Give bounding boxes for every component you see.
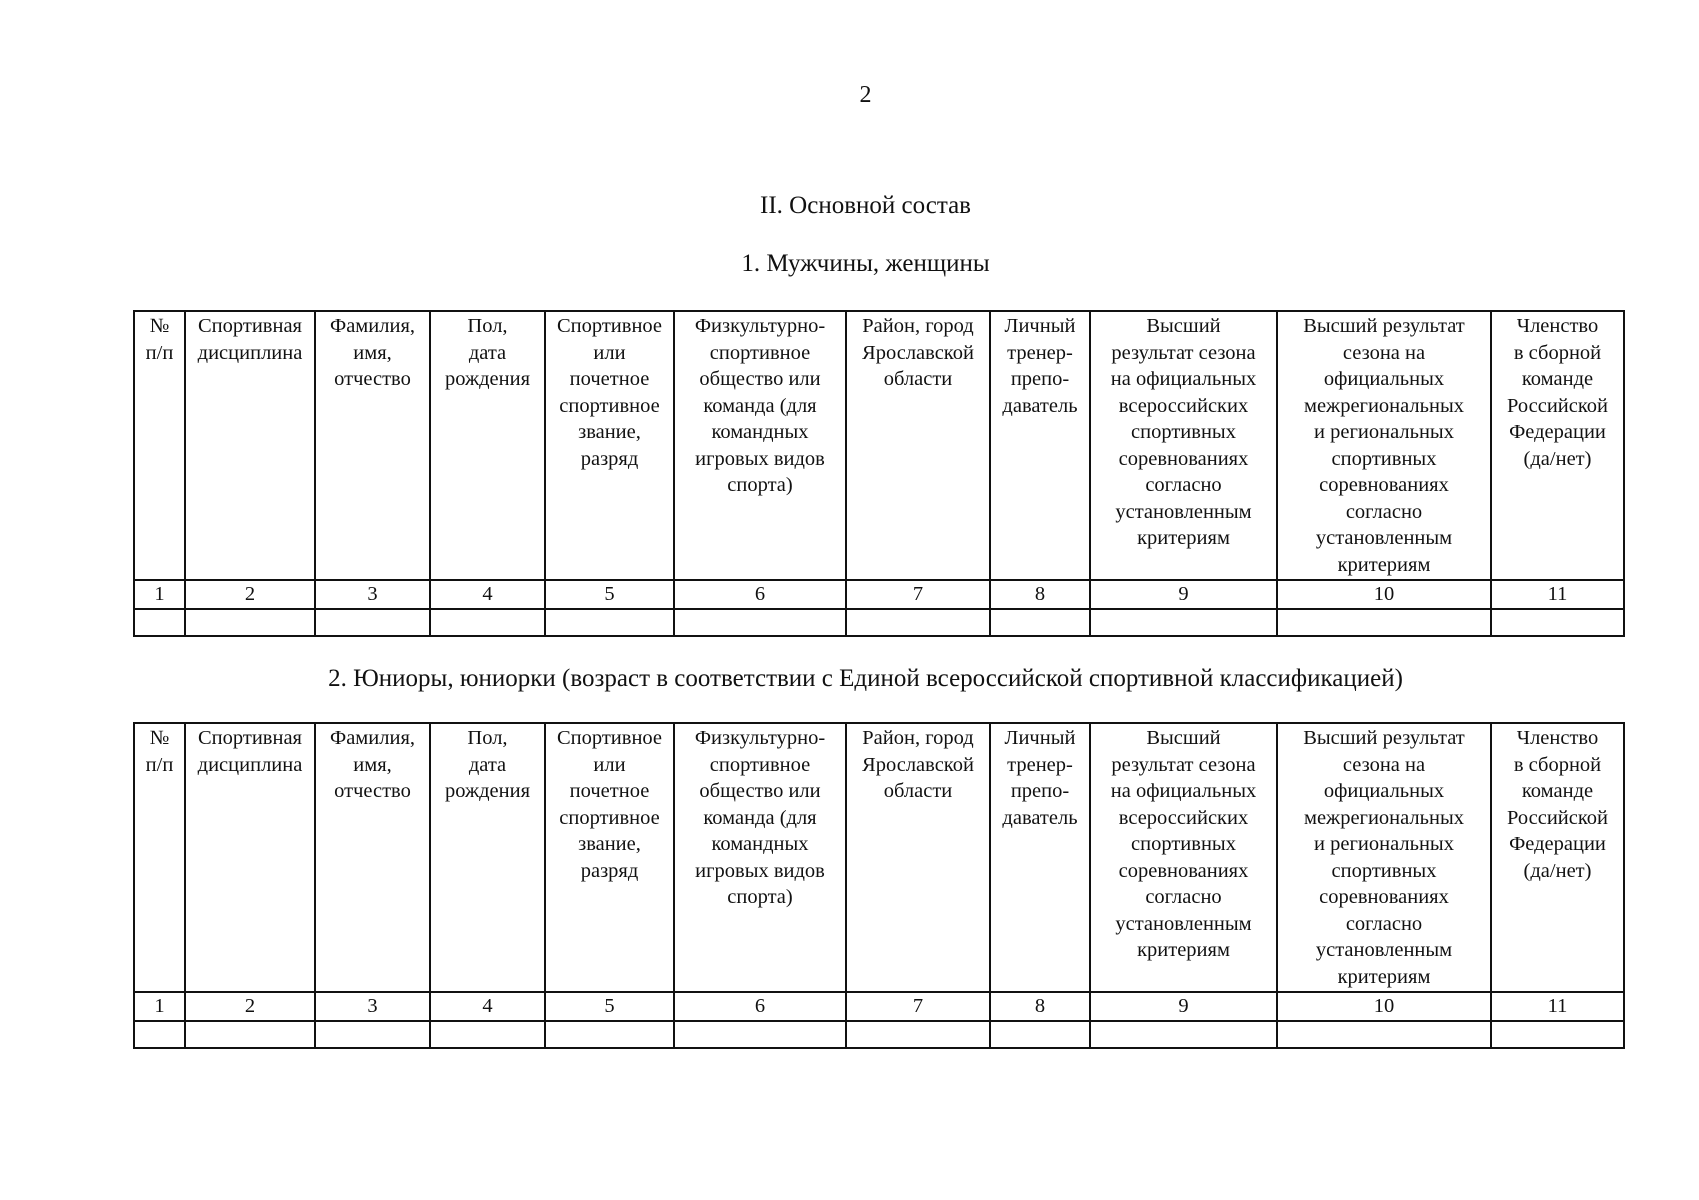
subsection-title-men-women: 1. Мужчины, женщины (741, 250, 990, 277)
empty-cell (545, 609, 674, 636)
empty-cell (185, 1021, 315, 1048)
header-cell: Высший результат сезона на официальных всероссийских спортивных соревнованиях согласно установленным критериям (1090, 723, 1277, 992)
empty-cell (846, 609, 990, 636)
header-cell: Физкультурно- спортивное общество или команда (для командных игровых видов спорта) (674, 723, 846, 992)
column-number-cell: 3 (315, 580, 430, 609)
column-number-cell: 8 (990, 992, 1090, 1021)
header-cell: № п/п (134, 723, 185, 992)
header-cell: Личный тренер- препо- даватель (990, 311, 1090, 580)
empty-cell (674, 609, 846, 636)
table-row (134, 1021, 1624, 1048)
page-number: 2 (859, 82, 872, 108)
column-number-cell: 6 (674, 580, 846, 609)
header-cell: Фамилия, имя, отчество (315, 723, 430, 992)
header-cell: Спортивное или почетное спортивное звание, разряд (545, 311, 674, 580)
empty-cell (315, 609, 430, 636)
header-cell: Членство в сборной команде Российской Федерации (да/нет) (1491, 723, 1624, 992)
header-cell: № п/п (134, 311, 185, 580)
empty-cell (1090, 1021, 1277, 1048)
header-cell: Район, город Ярославской области (846, 311, 990, 580)
empty-cell (990, 1021, 1090, 1048)
column-number-cell: 5 (545, 992, 674, 1021)
column-number-cell: 9 (1090, 580, 1277, 609)
header-cell: Спортивная дисциплина (185, 723, 315, 992)
empty-cell (430, 1021, 545, 1048)
column-number-cell: 3 (315, 992, 430, 1021)
empty-cell (1491, 1021, 1624, 1048)
empty-cell (1277, 609, 1491, 636)
empty-cell (545, 1021, 674, 1048)
column-number-cell: 11 (1491, 992, 1624, 1021)
subsection-title-juniors: 2. Юниоры, юниорки (возраст в соответствии с Единой всероссийской спортивной классификацией) (328, 665, 1403, 692)
column-number-cell: 11 (1491, 580, 1624, 609)
empty-cell (1277, 1021, 1491, 1048)
athletes-table-juniors (133, 722, 1625, 1049)
table-header-row (134, 311, 1624, 580)
empty-cell (1491, 609, 1624, 636)
header-cell: Пол, дата рождения (430, 311, 545, 580)
column-number-cell: 8 (990, 580, 1090, 609)
empty-cell (674, 1021, 846, 1048)
header-cell: Фамилия, имя, отчество (315, 311, 430, 580)
column-number-cell: 1 (134, 992, 185, 1021)
header-cell: Пол, дата рождения (430, 723, 545, 992)
empty-cell (846, 1021, 990, 1048)
empty-cell (1090, 609, 1277, 636)
header-cell: Высший результат сезона на официальных межрегиональных и региональных спортивных соревнованиях согласно установленным критериям (1277, 723, 1491, 992)
header-cell: Район, город Ярославской области (846, 723, 990, 992)
column-number-cell: 6 (674, 992, 846, 1021)
athletes-table-men-women (133, 310, 1625, 637)
empty-cell (185, 609, 315, 636)
table-row (134, 609, 1624, 636)
column-number-row (134, 580, 1624, 609)
header-cell: Спортивная дисциплина (185, 311, 315, 580)
header-cell: Высший результат сезона на официальных межрегиональных и региональных спортивных соревнованиях согласно установленным критериям (1277, 311, 1491, 580)
empty-cell (430, 609, 545, 636)
column-number-cell: 9 (1090, 992, 1277, 1021)
column-number-row (134, 992, 1624, 1021)
empty-cell (134, 1021, 185, 1048)
header-cell: Личный тренер- препо- даватель (990, 723, 1090, 992)
column-number-cell: 2 (185, 992, 315, 1021)
column-number-cell: 7 (846, 580, 990, 609)
column-number-cell: 7 (846, 992, 990, 1021)
header-cell: Спортивное или почетное спортивное звание, разряд (545, 723, 674, 992)
table-header-row (134, 723, 1624, 992)
column-number-cell: 4 (430, 992, 545, 1021)
column-number-cell: 5 (545, 580, 674, 609)
column-number-cell: 4 (430, 580, 545, 609)
header-cell: Физкультурно- спортивное общество или команда (для командных игровых видов спорта) (674, 311, 846, 580)
column-number-cell: 10 (1277, 580, 1491, 609)
header-cell: Членство в сборной команде Российской Федерации (да/нет) (1491, 311, 1624, 580)
empty-cell (315, 1021, 430, 1048)
header-cell: Высший результат сезона на официальных всероссийских спортивных соревнованиях согласно установленным критериям (1090, 311, 1277, 580)
empty-cell (990, 609, 1090, 636)
section-title: II. Основной состав (760, 192, 971, 219)
empty-cell (134, 609, 185, 636)
column-number-cell: 1 (134, 580, 185, 609)
column-number-cell: 2 (185, 580, 315, 609)
column-number-cell: 10 (1277, 992, 1491, 1021)
